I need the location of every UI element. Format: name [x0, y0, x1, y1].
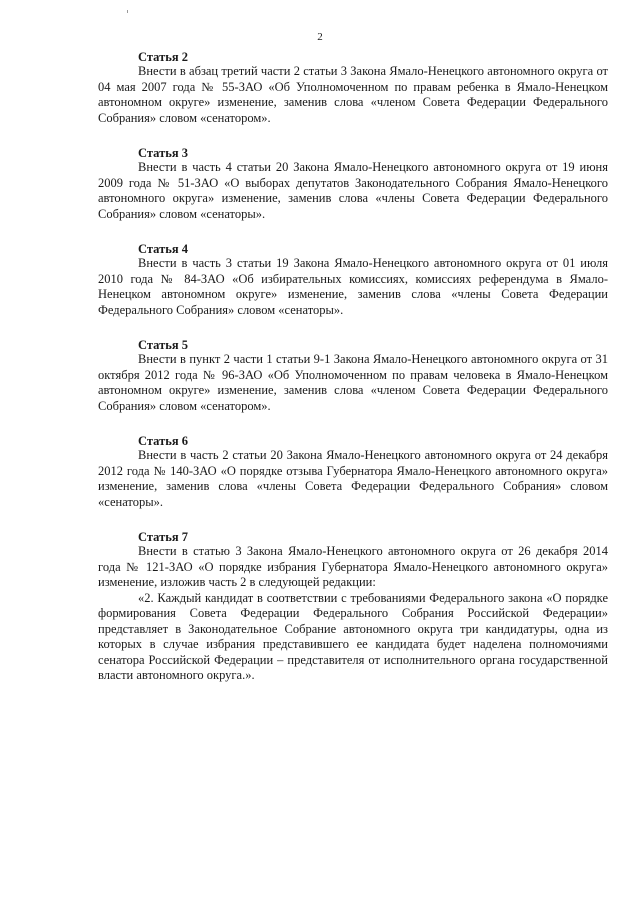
article-text: Внести в пункт 2 части 1 статьи 9-1 Закона Ямало-Ненецкого автономного округа от 31 октября 2012 года № 96-ЗАО «Об Уполномоченном по правам человека в Ямало-Ненецком автономном округе» изменение, заменив слова «членом Совета Федерации Федерального Собрания» словом «сенатором». — [98, 352, 608, 413]
article-text: Внести в часть 2 статьи 20 Закона Ямало-Ненецкого автономного округа от 24 декабря 2012 года № 140-ЗАО «О порядке отзыва Губернатора Ямало-Ненецкого автономного округа» изменение, заменив слова «члены Совета Федерации Федерального Собрания» словом «сенаторы». — [98, 448, 608, 509]
article-text: Внести в статью 3 Закона Ямало-Ненецкого автономного округа от 26 декабря 2014 года № 121-ЗАО «О порядке избрания Губернатора Ямало-Ненецкого автономного округа» изменение, изложив часть 2 в следующей редакции: — [98, 544, 608, 589]
article-5 — [98, 338, 608, 414]
document-content — [98, 50, 608, 704]
article-text: Внести в часть 4 статьи 20 Закона Ямало-Ненецкого автономного округа от 19 июня 2009 года № 51-ЗАО «О выборах депутатов Законодательного Собрания Ямало-Ненецкого автономного округа» изменение, заменив слова «члены Совета Федерации Федерального Собрания» словом «сенаторы». — [98, 160, 608, 221]
article-title: Статья 3 — [138, 146, 188, 160]
article-title: Статья 2 — [138, 50, 188, 64]
scan-mark — [127, 10, 128, 13]
article-7 — [98, 530, 608, 684]
article-4 — [98, 242, 608, 318]
article-title: Статья 6 — [138, 434, 188, 448]
article-quote: «2. Каждый кандидат в соответствии с требованиями Федерального закона «О порядке формирования Совета Федерации Федерального Собрания Российской Федерации» представляет в Законодательное Собрание автономного округа три кандидатуры, одна из которых в случае избрания представившего ее кандидата будет наделена полномочиями сенатора Российской Федерации – представителя от исполнительного органа государственной власти автономного округа.». — [98, 590, 608, 682]
article-2 — [98, 50, 608, 126]
page-number: 2 — [317, 31, 323, 43]
article-title: Статья 5 — [138, 338, 188, 352]
article-title: Статья 7 — [138, 530, 188, 544]
article-text: Внести в абзац третий части 2 статьи 3 Закона Ямало-Ненецкого автономного округа от 04 мая 2007 года № 55-ЗАО «Об Уполномоченном по правам ребенка в Ямало-Ненецком автономном округе» изменение, заменив слова «членом Совета Федерации Федерального Собрания» словом «сенатором». — [98, 64, 608, 125]
article-6 — [98, 434, 608, 510]
article-3 — [98, 146, 608, 222]
article-title: Статья 4 — [138, 242, 188, 256]
article-text: Внести в часть 3 статьи 19 Закона Ямало-Ненецкого автономного округа от 01 июля 2010 года № 84-ЗАО «Об избирательных комиссиях, комиссиях референдума в Ямало-Ненецком автономном округе» изменение, заменив слова «члены Совета Федерации Федерального Собрания» словом «сенаторы». — [98, 256, 608, 317]
